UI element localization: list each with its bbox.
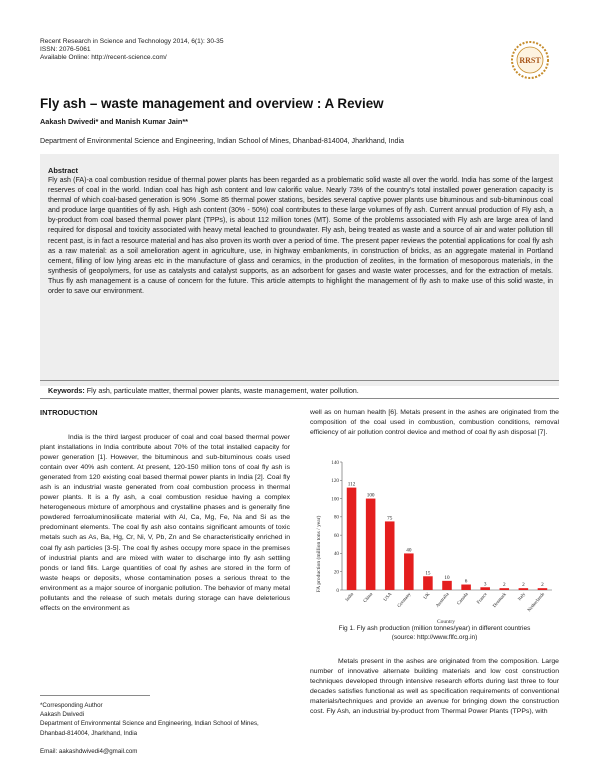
logo-text: RRST xyxy=(519,56,541,65)
data-label: 6 xyxy=(464,578,468,585)
bar-italy xyxy=(519,588,529,590)
keywords xyxy=(48,386,359,395)
footnote-rule xyxy=(40,695,150,696)
bar-france xyxy=(480,587,490,590)
x-tick-label: Canada xyxy=(456,592,470,607)
figure-caption xyxy=(310,625,559,642)
y-tick-label: 60 xyxy=(333,532,339,539)
bar-china xyxy=(366,499,376,590)
y-tick-label: 100 xyxy=(331,496,339,503)
bar-denmark xyxy=(500,588,510,590)
bar-uk xyxy=(423,576,433,590)
paper-title: Fly ash – waste management and overview : A Review xyxy=(40,96,384,111)
data-label: 3 xyxy=(483,581,487,588)
bar-usa xyxy=(385,521,395,590)
figure-caption-text: Fig 1. Fly ash production (million tonnes/year) in different countries xyxy=(338,625,531,632)
x-tick-label: Denmark xyxy=(492,592,508,609)
data-label: 2 xyxy=(502,582,506,589)
available-online[interactable]: Available Online: http://recent-science.com/ xyxy=(40,54,167,61)
abstract-heading: Abstract xyxy=(48,166,78,175)
bar-germany xyxy=(404,553,414,590)
x-tick-label: Germany xyxy=(397,592,413,609)
bar-canada xyxy=(461,585,471,590)
divider-top xyxy=(40,380,559,381)
section-heading-introduction: INTRODUCTION xyxy=(40,408,98,417)
x-tick-label: Australia xyxy=(435,592,451,609)
y-axis-label: FA production (million tons / year) xyxy=(316,515,322,593)
keywords-text: Fly ash, particulate matter, thermal power plants, waste management, water pollution. xyxy=(84,386,359,395)
data-label: 2 xyxy=(541,582,544,589)
y-tick-label: 20 xyxy=(333,569,339,576)
data-label: 100 xyxy=(366,492,375,499)
y-tick-label: 0 xyxy=(336,587,339,594)
y-tick-label: 140 xyxy=(331,459,339,466)
divider-bottom xyxy=(40,398,559,399)
x-tick-label: France xyxy=(476,592,489,606)
x-axis-label: Country xyxy=(436,619,456,625)
bar-netherlands xyxy=(538,588,548,590)
corr-name: Aakash Dwivedi xyxy=(40,711,85,719)
issn: ISSN: 2076-5061 xyxy=(40,46,91,53)
corr-city: Dhanbad-814004, Jharkhand, India xyxy=(40,729,138,737)
data-label: 2 xyxy=(522,582,525,589)
x-tick-label: India xyxy=(344,592,356,603)
figure-source: (source: http://www.flfc.org.in) xyxy=(391,633,478,641)
authors: Aakash Dwivedi* and Manish Kumar Jain** xyxy=(40,117,189,126)
y-tick-label: 80 xyxy=(333,514,339,521)
intro-column-right-top: well as on human health [6]. Metals present in the ashes are originated from the composition of the coal used in combustion, combustion conditions, removal efficiency of air pollution control device and method of coal fly ash disposal [7]. xyxy=(310,409,559,437)
x-tick-label: USA xyxy=(383,592,394,603)
corr-dept: Department of Environmental Science and Engineering, Indian School of Mines, xyxy=(40,720,259,728)
chart-axes xyxy=(331,460,552,594)
keywords-label: Keywords: xyxy=(48,386,85,395)
y-tick-label: 40 xyxy=(333,551,339,558)
data-label: 10 xyxy=(444,574,450,581)
journal-logo xyxy=(510,40,550,80)
intro-column-left: India is the third largest producer of coal and coal based thermal power plant installations in India contribute about 70% of the total installed capacity for power generation [1]. However, the bituminous and sub-bituminous coals used contain over 40% ash content. At present, 120-150 million tons of coal fly ash is generated from 120 existing coal based thermal power plants in India [2]. Coal fly ash is an industrial waste generated from coal combustion process in thermal power plants. It is a fly ash, a coal combustion residue having a complex heterogeneous mixture of amorphous and crystalline phases and is generally fine powdered ferroaluminosilicate material with Al, Ca, Mg, Fe, Na and Si as the predominant elements. The coal fly ash also contains significant amounts of toxic metals such as As, Ba, Hg, Cr, Ni, V, Pb, Zn and Se characteristically enriched in coal fly ash particles [3-5]. The coal fly ashes occupy more space in the premises of industrial plants and are mixed with water to discharge into fly ash settling ponds or land fills. Large quantities of coal fly ashes are stored in the form of waste heaps or deposits, whose contamination poses a serious threat to the environment as a major source of inorganic pollution. The behavior of many metal pollutants and the release of such metals during storage can have deleterious effects on the environment as xyxy=(40,434,290,612)
bar-australia xyxy=(442,581,452,590)
journal-citation: Recent Research in Science and Technology 2014, 6(1): 30-35 xyxy=(40,38,224,45)
abstract-text: Fly ash (FA)-a coal combustion residue of thermal power plants has been regarded as a problematic solid waste all over the world. India has some of the largest reserves of coal in the world. Indian coal has high ash content and low calorific value. Nearly 73% of the country's total installed power generation capacity is thermal of which coal-based generation is 90% .Some 85 thermal power stations, besides several captive power plants use bituminous and sub-bituminous coal and produce large quantities of fly ash. High ash content (30% - 50%) coal contributes to these large volumes of fly ash. Current annual production of Fly ash, a by-product from coal based thermal power plant (TPPs), is about 112 million tones (MT). Some of the problems associated with Fly ash are large area of land required for disposal and toxicity associated with heavy metal leached to groundwater. Fly ash, being treated as waste and a source of air and water pollution till recent past, is in fact a resource material and has also proven its worth over a period of time. The present paper reviews the potential applications for coal fly ash as a raw material: as a soil amelioration agent in agriculture, use, in highway embankments, in construction of bricks, as an aggregate material in Portland cement, filling of low lying areas etc in the manufacture of glass and ceramics, in the production of zeolites, in the formation of mesoporous materials, in the synthesis of geopolymers, for use as catalysts and catalyst supports, as an adsorbent for gases and waste water processes, and for the extraction of metals. Thus fly ash management is a cause of concern for the future. This article attempts to highlight the management of fly ash to make use of this solid waste, in order to save our environment. xyxy=(48,177,553,296)
intro-column-right-bottom: Metals present in the ashes are originated from the composition. Large number of innovative alternate building materials and low cost construction techniques developed through intensive research efforts during last three to four decades satisfies functional as well as specification requirements of conventional materials/techniques and provide an avenue for bringing down the construction cost. Fly Ash, an industrial by-product from Thermal Power Plants (TPPs), with xyxy=(310,658,559,716)
data-label: 15 xyxy=(425,570,431,577)
data-label: 112 xyxy=(347,481,356,488)
y-tick-label: 120 xyxy=(331,478,339,485)
corresponding-author-note xyxy=(40,701,259,756)
data-label: 40 xyxy=(406,547,412,554)
fly-ash-chart xyxy=(308,454,558,626)
data-label: 75 xyxy=(387,515,393,522)
corr-label: *Corresponding Author xyxy=(40,702,103,709)
corr-email[interactable]: Email: aakashdwivedi4@gmail.com xyxy=(40,747,138,755)
x-tick-label: Netherlands xyxy=(527,592,546,614)
x-tick-label: UK xyxy=(423,592,432,601)
bar-india xyxy=(347,488,357,590)
x-tick-label: China xyxy=(362,592,375,605)
x-tick-label: Italy xyxy=(517,592,527,603)
affiliation: Department of Environmental Science and Engineering, Indian School of Mines, Dhanbad-814004, Jharkhand, India xyxy=(40,137,404,145)
